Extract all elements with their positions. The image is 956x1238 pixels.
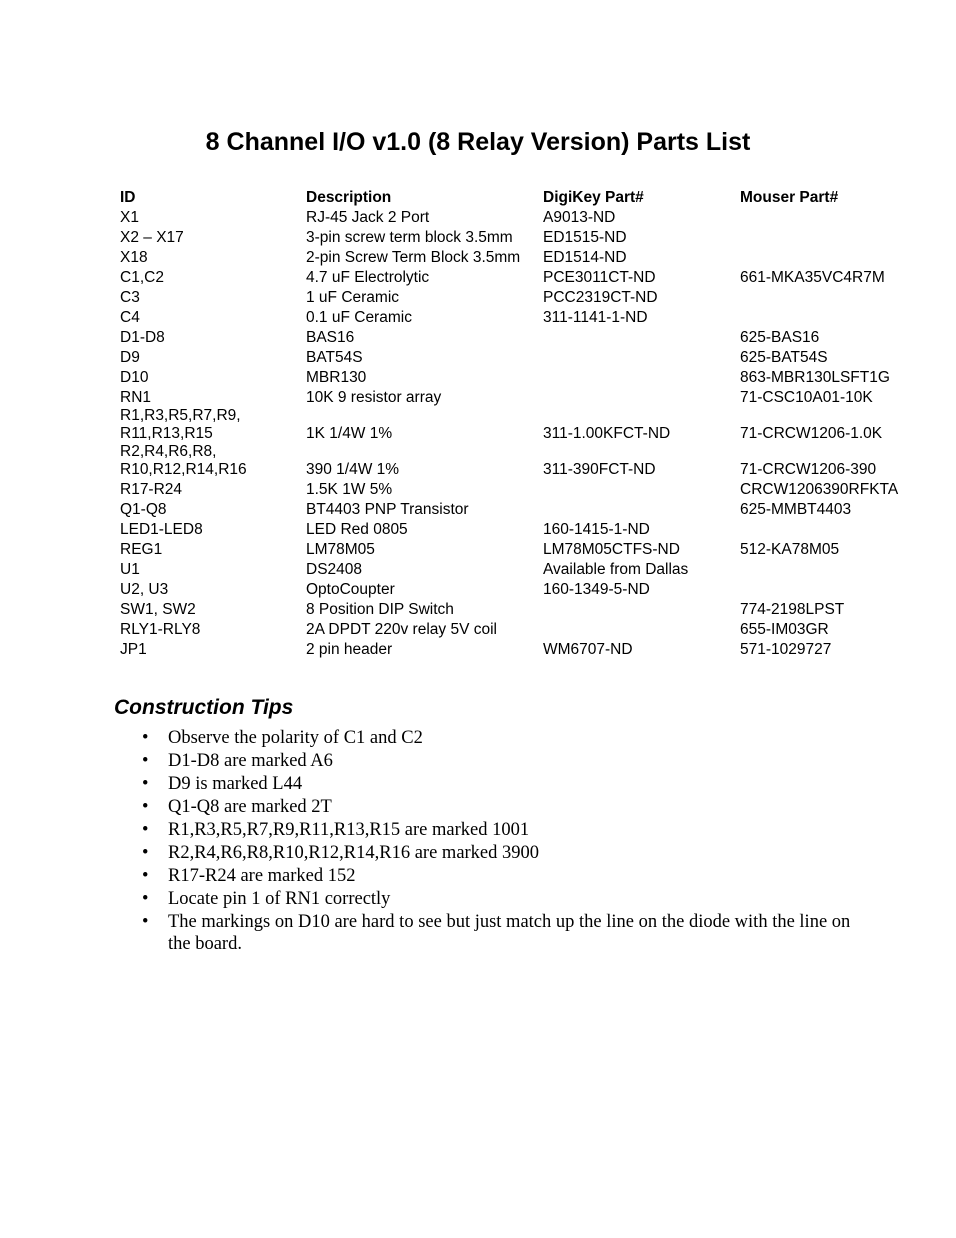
table-row — [116, 639, 916, 659]
tip-text: Observe the polarity of C1 and C2 — [168, 728, 423, 748]
table-row — [116, 367, 916, 387]
cell-mouser: 774-2198LPST — [740, 601, 845, 618]
header-id: ID — [120, 189, 136, 206]
cell-id: C3 — [120, 289, 140, 306]
cell-mouser — [736, 247, 916, 267]
cell-digikey: ED1514-ND — [543, 249, 627, 266]
cell-description: BAT54S — [306, 349, 363, 366]
table-row — [116, 227, 916, 247]
cell-digikey — [539, 347, 736, 367]
cell-id: U2, U3 — [120, 581, 169, 598]
table-row — [116, 407, 916, 443]
cell-description: BT4403 PNP Transistor — [306, 501, 469, 518]
header-digikey: DigiKey Part# — [543, 189, 644, 206]
cell-mouser: 71-CRCW1206-390 — [740, 461, 877, 478]
cell-id: R1,R3,R5,R7,R9, R11,R13,R15 — [120, 407, 241, 442]
bullet-icon: • — [142, 728, 149, 748]
cell-description: 4.7 uF Electrolytic — [306, 269, 430, 286]
tip-item — [140, 773, 860, 795]
cell-description: 390 1/4W 1% — [306, 461, 400, 478]
cell-id: X18 — [120, 249, 148, 266]
cell-mouser: 512-KA78M05 — [740, 541, 840, 558]
table-row — [116, 387, 916, 407]
cell-description: 8 Position DIP Switch — [306, 601, 454, 618]
cell-mouser — [736, 287, 916, 307]
bullet-icon: • — [142, 843, 149, 863]
cell-id: LED1-LED8 — [120, 521, 203, 538]
tip-item — [140, 819, 860, 841]
tip-text: D1-D8 are marked A6 — [168, 751, 333, 771]
cell-description: LED Red 0805 — [306, 521, 408, 538]
cell-mouser — [736, 227, 916, 247]
cell-id: RLY1-RLY8 — [120, 621, 201, 638]
parts-table — [116, 187, 916, 659]
cell-id: R17-R24 — [120, 481, 183, 498]
tip-text: Locate pin 1 of RN1 correctly — [168, 889, 391, 909]
table-header-row — [116, 187, 916, 207]
tip-item — [140, 865, 860, 887]
cell-digikey: 160-1415-1-ND — [543, 521, 650, 538]
cell-id: U1 — [120, 561, 140, 578]
table-row — [116, 599, 916, 619]
table-row — [116, 287, 916, 307]
cell-digikey: 311-1141-1-ND — [543, 309, 648, 326]
bullet-icon: • — [142, 912, 149, 932]
cell-description: MBR130 — [306, 369, 367, 386]
construction-tips-list — [140, 727, 860, 956]
page-title: 8 Channel I/O v1.0 (8 Relay Version) Parts List — [205, 128, 751, 156]
cell-description: 1K 1/4W 1% — [306, 425, 393, 442]
tip-text: R2,R4,R6,R8,R10,R12,R14,R16 are marked 3900 — [168, 843, 540, 863]
tip-text: Q1-Q8 are marked 2T — [168, 797, 332, 817]
bullet-icon: • — [142, 774, 149, 794]
cell-digikey — [539, 387, 736, 407]
tip-item — [140, 796, 860, 818]
cell-mouser: 571-1029727 — [740, 641, 832, 658]
cell-description: 0.1 uF Ceramic — [306, 309, 412, 326]
cell-id: C1,C2 — [120, 269, 164, 286]
cell-id: JP1 — [120, 641, 147, 658]
cell-mouser — [736, 207, 916, 227]
cell-description: 2 pin header — [306, 641, 393, 658]
cell-mouser — [736, 307, 916, 327]
cell-mouser — [736, 559, 916, 579]
table-row — [116, 327, 916, 347]
cell-digikey: WM6707-ND — [543, 641, 633, 658]
table-row — [116, 619, 916, 639]
table-row — [116, 347, 916, 367]
cell-digikey: PCE3011CT-ND — [543, 269, 656, 286]
tip-text: R17-R24 are marked 152 — [168, 866, 356, 886]
construction-tips-heading: Construction Tips — [114, 696, 294, 719]
cell-id: R2,R4,R6,R8, R10,R12,R14,R16 — [120, 443, 247, 478]
cell-digikey — [539, 619, 736, 639]
cell-description: 1 uF Ceramic — [306, 289, 400, 306]
cell-digikey: 160-1349-5-ND — [543, 581, 650, 598]
table-row — [116, 559, 916, 579]
cell-digikey — [539, 499, 736, 519]
cell-mouser: 863-MBR130LSFT1G — [740, 369, 890, 386]
bullet-icon: • — [142, 751, 149, 771]
parts-table-body — [116, 207, 916, 659]
tip-item — [140, 727, 860, 749]
table-row — [116, 307, 916, 327]
cell-mouser: CRCW1206390RFKTA — [740, 481, 899, 498]
cell-mouser — [736, 519, 916, 539]
cell-id: SW1, SW2 — [120, 601, 196, 618]
cell-id: X2 – X17 — [120, 229, 184, 246]
table-row — [116, 443, 916, 479]
cell-id: Q1-Q8 — [120, 501, 167, 518]
table-row — [116, 499, 916, 519]
cell-digikey — [539, 367, 736, 387]
tip-item — [140, 888, 860, 910]
tip-text: The markings on D10 are hard to see but just match up the line on the diode with the line on the board. — [168, 912, 851, 954]
cell-digikey: A9013-ND — [543, 209, 616, 226]
bullet-icon: • — [142, 866, 149, 886]
cell-digikey: ED1515-ND — [543, 229, 627, 246]
cell-mouser: 625-BAT54S — [740, 349, 828, 366]
cell-mouser: 625-BAS16 — [740, 329, 820, 346]
cell-digikey: 311-390FCT-ND — [543, 461, 656, 478]
cell-description: RJ-45 Jack 2 Port — [306, 209, 430, 226]
table-row — [116, 579, 916, 599]
table-row — [116, 247, 916, 267]
table-row — [116, 539, 916, 559]
cell-description: BAS16 — [306, 329, 355, 346]
cell-description: 3-pin screw term block 3.5mm — [306, 229, 513, 246]
tip-item — [140, 750, 860, 772]
table-row — [116, 267, 916, 287]
cell-digikey: 311-1.00KFCT-ND — [543, 425, 671, 442]
cell-mouser: 71-CRCW1206-1.0K — [740, 425, 883, 442]
tip-text: D9 is marked L44 — [168, 774, 303, 794]
bullet-icon: • — [142, 820, 149, 840]
header-mouser: Mouser Part# — [740, 189, 839, 206]
cell-id: RN1 — [120, 389, 152, 406]
tip-text: R1,R3,R5,R7,R9,R11,R13,R15 are marked 1001 — [168, 820, 530, 840]
cell-digikey — [539, 479, 736, 499]
cell-digikey: LM78M05CTFS-ND — [543, 541, 680, 558]
cell-id: REG1 — [120, 541, 163, 558]
cell-digikey — [539, 327, 736, 347]
header-description: Description — [306, 189, 392, 206]
bullet-icon: • — [142, 889, 149, 909]
cell-id: D1-D8 — [120, 329, 165, 346]
cell-id: X1 — [120, 209, 139, 226]
cell-id: C4 — [120, 309, 140, 326]
cell-description: DS2408 — [306, 561, 363, 578]
cell-mouser: 661-MKA35VC4R7M — [740, 269, 885, 286]
tip-item — [140, 842, 860, 864]
tip-item — [140, 911, 860, 955]
cell-digikey: PCC2319CT-ND — [543, 289, 658, 306]
table-row — [116, 207, 916, 227]
table-row — [116, 479, 916, 499]
cell-description: 1.5K 1W 5% — [306, 481, 393, 498]
cell-id: D9 — [120, 349, 140, 366]
table-row — [116, 519, 916, 539]
cell-digikey: Available from Dallas — [543, 561, 689, 578]
cell-description: 2-pin Screw Term Block 3.5mm — [306, 249, 521, 266]
cell-id: D10 — [120, 369, 149, 386]
cell-description: 10K 9 resistor array — [306, 389, 442, 406]
cell-description: LM78M05 — [306, 541, 375, 558]
cell-mouser — [736, 579, 916, 599]
cell-mouser: 71-CSC10A01-10K — [740, 389, 873, 406]
bullet-icon: • — [142, 797, 149, 817]
cell-description: OptoCoupter — [306, 581, 395, 598]
cell-description: 2A DPDT 220v relay 5V coil — [306, 621, 497, 638]
cell-mouser: 625-MMBT4403 — [740, 501, 852, 518]
cell-mouser: 655-IM03GR — [740, 621, 829, 638]
cell-digikey — [539, 599, 736, 619]
